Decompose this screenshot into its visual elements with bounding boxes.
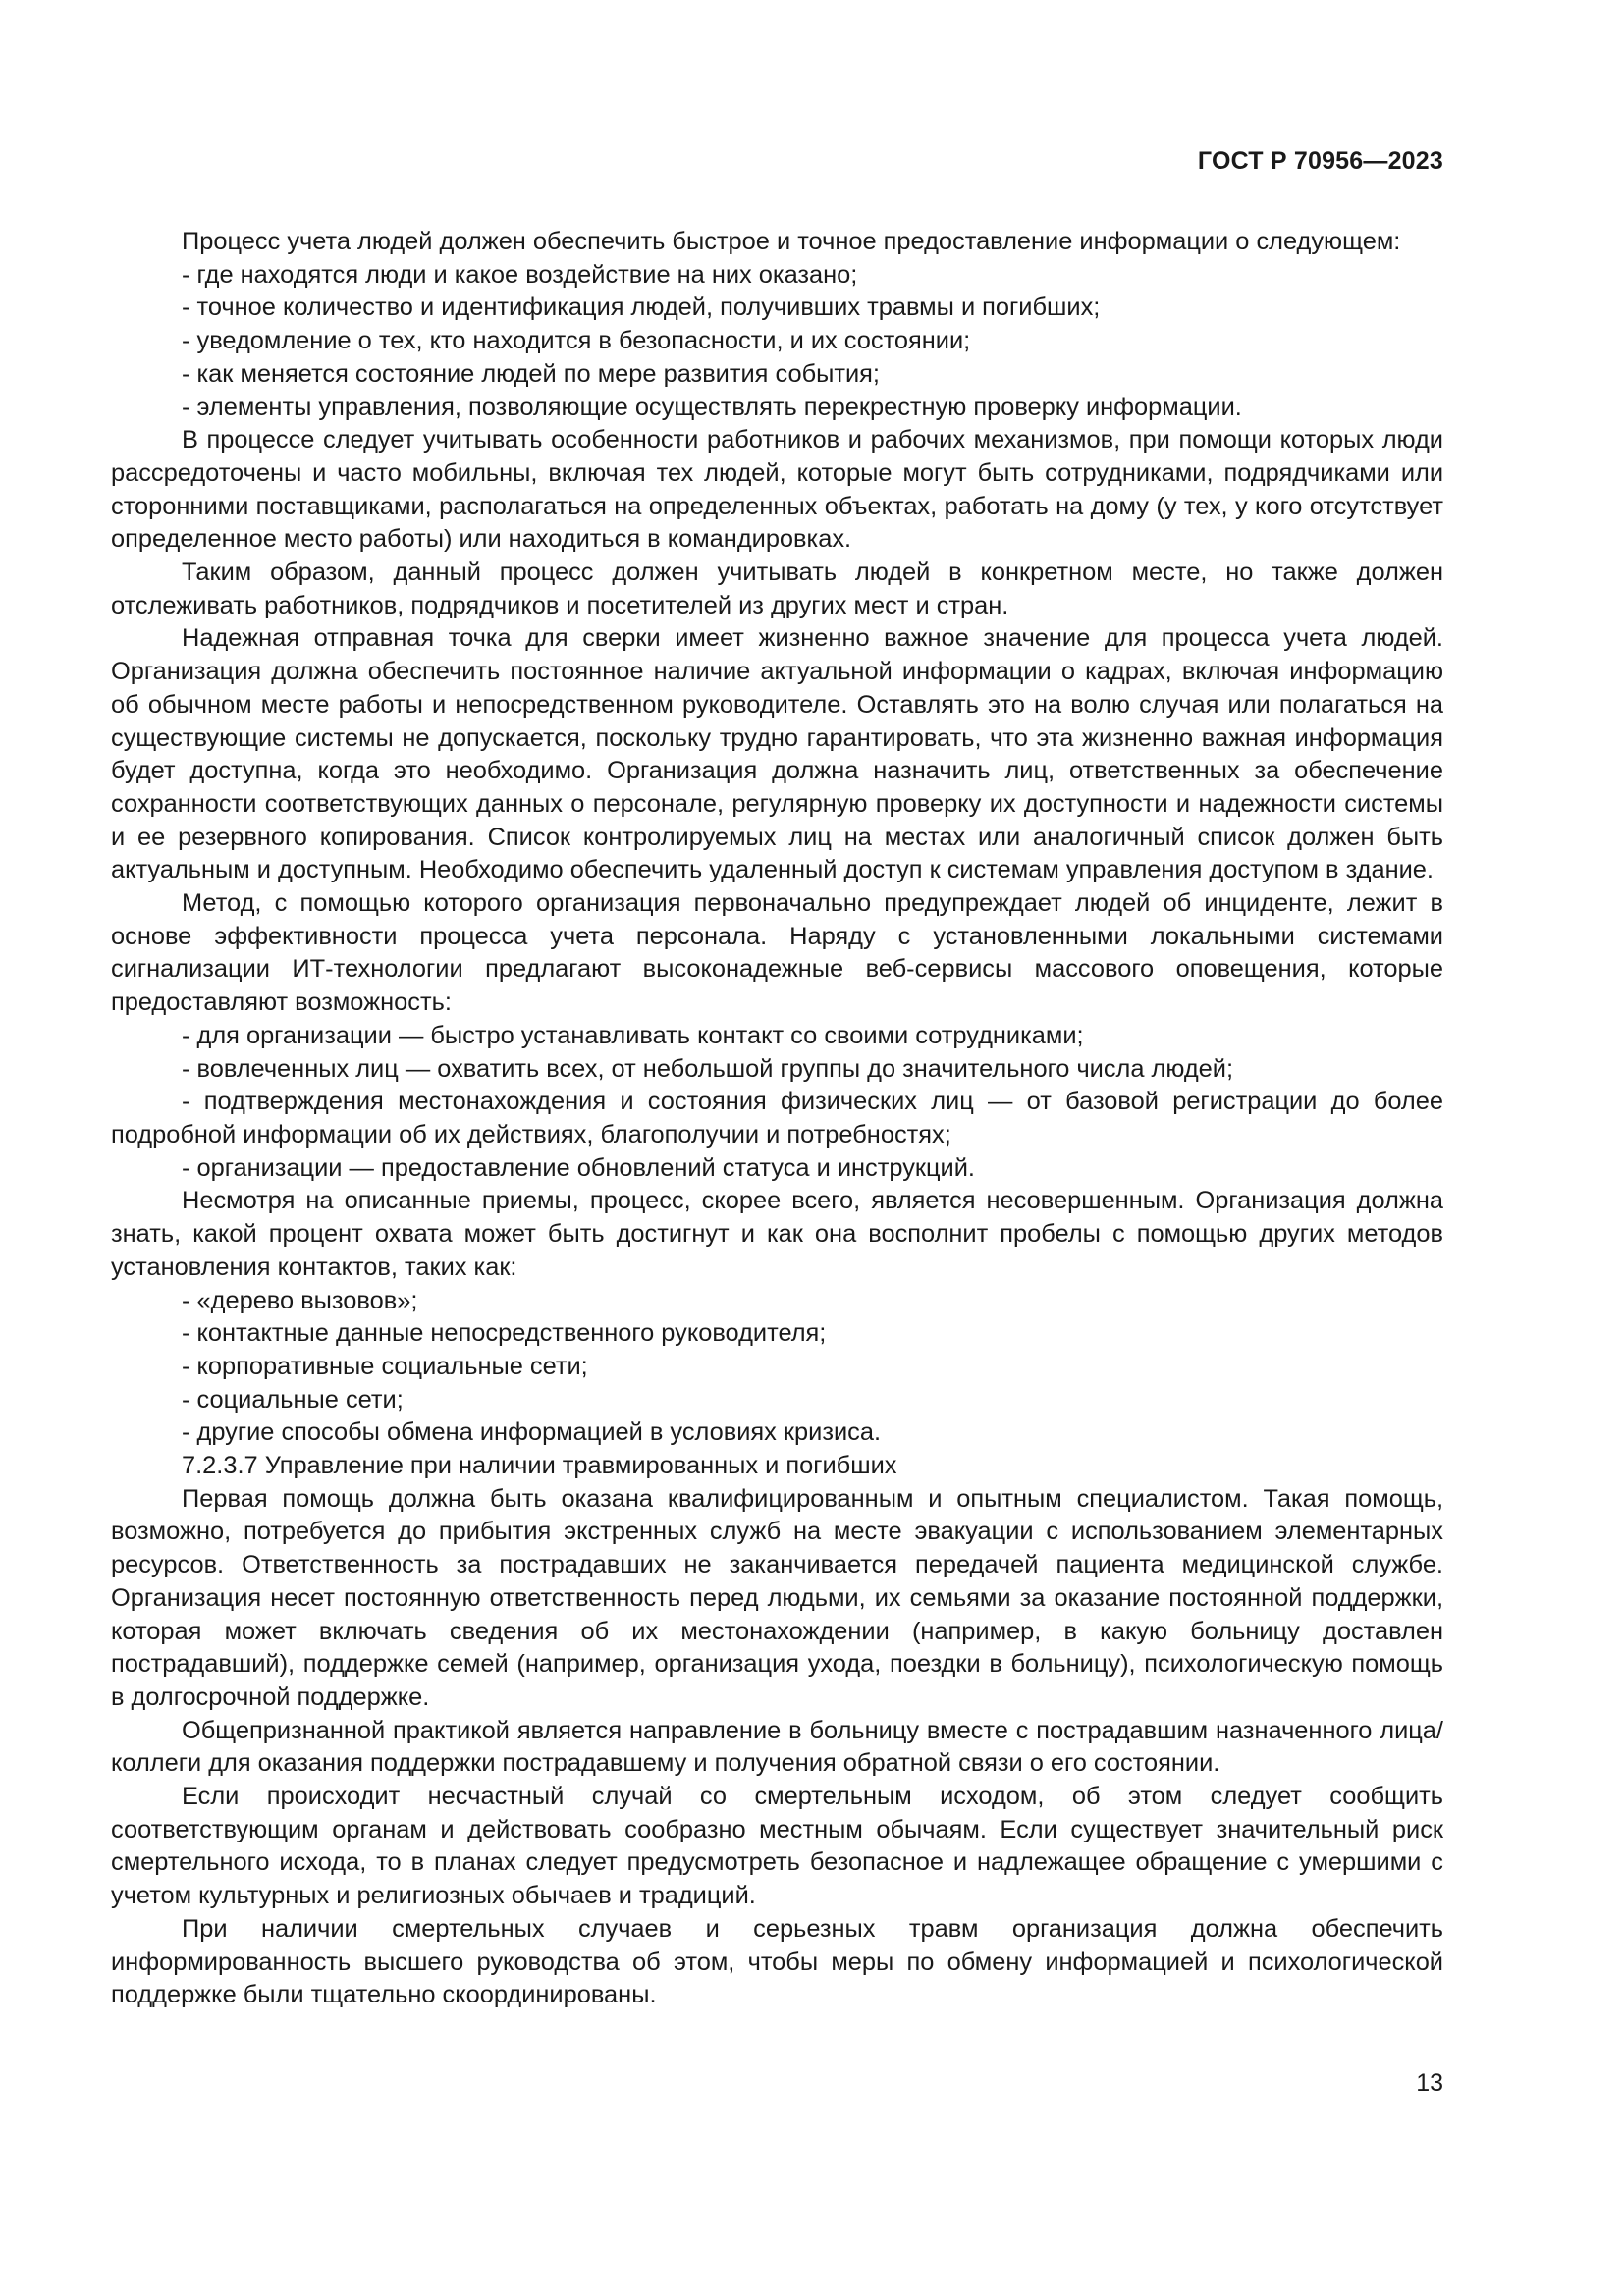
document-standard-header: ГОСТ Р 70956—2023 — [1197, 147, 1443, 175]
list-item: - «дерево вызовов»; — [182, 1286, 418, 1314]
list-item: - уведомление о тех, кто находится в безопасности, и их состоянии; — [182, 327, 971, 355]
list-item: - для организации — быстро устанавливать контакт со своими сотрудниками; — [182, 1021, 1084, 1049]
list-item: - организации — предоставление обновлений статуса и инструкций. — [182, 1153, 975, 1182]
list-item: - подтверждения местонахождения и состояния физических лиц — от базовой регистрации до более подробной информации об их действиях, благополучии и потребностях; — [111, 1088, 1443, 1148]
list-item: - вовлеченных лиц — охватить всех, от небольшой группы до значительного числа людей; — [182, 1054, 1234, 1083]
paragraph: При наличии смертельных случаев и серьезных травм организация должна обеспечить информированность высшего руководства об этом, чтобы меры по обмену информацией и психологической поддержке были тщательно скоординированы. — [111, 1914, 1443, 2009]
document-body — [111, 226, 1443, 2012]
paragraph: Процесс учета людей должен обеспечить быстрое и точное предоставление информации о следующем: — [182, 228, 1401, 255]
list-item: - точное количество и идентификация людей, получивших травмы и погибших; — [182, 294, 1101, 322]
list-item: - контактные данные непосредственного руководителя; — [182, 1319, 827, 1348]
list-item: - где находятся люди и какое воздействие на них оказано; — [182, 260, 858, 289]
paragraph: Таким образом, данный процесс должен учитывать людей в конкретном месте, но также должен отслеживать работников, подрядчиков и посетителей из других мест и стран. — [111, 559, 1443, 619]
page-number: 13 — [1416, 2069, 1443, 2097]
paragraph: Первая помощь должна быть оказана квалифицированным и опытным специалистом. Такая помощь, возможно, потребуется до прибытия экстренных служб на месте эвакуации с использованием элементарных ресурсов. Ответственность за пострадавших не заканчивается передачей пациента медицинской службе. Организация несет постоянную ответственность перед людьми, их семьями за оказание постоянной поддержки, которая может включать сведения об их местонахождении (например, в какую больницу доставлен пострадавший), поддержке семей (например, организация ухода, поездки в больницу), психологическую помощь в долгосрочной поддержке. — [111, 1484, 1443, 1711]
list-item: - другие способы обмена информацией в условиях кризиса. — [182, 1418, 882, 1447]
paragraph: Надежная отправная точка для сверки имеет жизненно важное значение для процесса учета людей. Организация должна обеспечить постоянное наличие актуальной информации о кадрах, включая информацию об обычном месте работы и непосредственном руководителе. Оставлять это на волю случая или полагаться на существующие системы не допускается, поскольку трудно гарантировать, что эта жизненно важная информация будет доступна, когда это необходимо. Организация должна назначить лиц, ответственных за обеспечение сохранности соответствующих данных о персонале, регулярную проверку их доступности и надежности системы и ее резервного копирования. Список контролируемых лиц на местах или аналогичный список должен быть актуальным и доступным. Необходимо обеспечить удаленный доступ к системам управления доступом в здание. — [111, 624, 1443, 884]
paragraph: Метод, с помощью которого организация первоначально предупреждает людей об инциденте, лежит в основе эффективности процесса учета персонала. Наряду с установленными локальными системами сигнализации ИТ-технологии предлагают высоконадежные веб-сервисы массового оповещения, которые предоставляют возможность: — [111, 889, 1443, 1017]
list-item: - социальные сети; — [182, 1385, 404, 1414]
list-item: - корпоративные социальные сети; — [182, 1352, 588, 1380]
paragraph: Несмотря на описанные приемы, процесс, скорее всего, является несовершенным. Организация должна знать, какой процент охвата может быть достигнут и как она восполнит пробелы с помощью других методов установления контактов, таких как: — [111, 1187, 1443, 1281]
list-item: - как меняется состояние людей по мере развития события; — [182, 359, 880, 388]
paragraph: В процессе следует учитывать особенности работников и рабочих механизмов, при помощи которых люди рассредоточены и часто мобильны, включая тех людей, которые могут быть сотрудниками, подрядчиками или сторонними поставщиками, располагаться на определенных объектах, работать на дому (у тех, у кого отсутствует определенное место работы) или находиться в командировках. — [111, 426, 1443, 554]
list-item: - элементы управления, позволяющие осуществлять перекрестную проверку информации. — [182, 393, 1242, 421]
paragraph: Общепризнанной практикой является направление в больницу вместе с пострадавшим назначенного лица/коллеги для оказания поддержки пострадавшему и получения обратной связи о его состоянии. — [111, 1716, 1443, 1778]
list-item: 7.2.3.7 Управление при наличии травмированных и погибших — [182, 1452, 897, 1480]
paragraph: Если происходит несчастный случай со смертельным исходом, об этом следует сообщить соответствующим органам и действовать сообразно местным обычаям. Если существует значительный риск смертельного исхода, то в планах следует предусмотреть безопасное и надлежащее обращение с умершими с учетом культурных и религиозных обычаев и традиций. — [111, 1783, 1443, 1910]
